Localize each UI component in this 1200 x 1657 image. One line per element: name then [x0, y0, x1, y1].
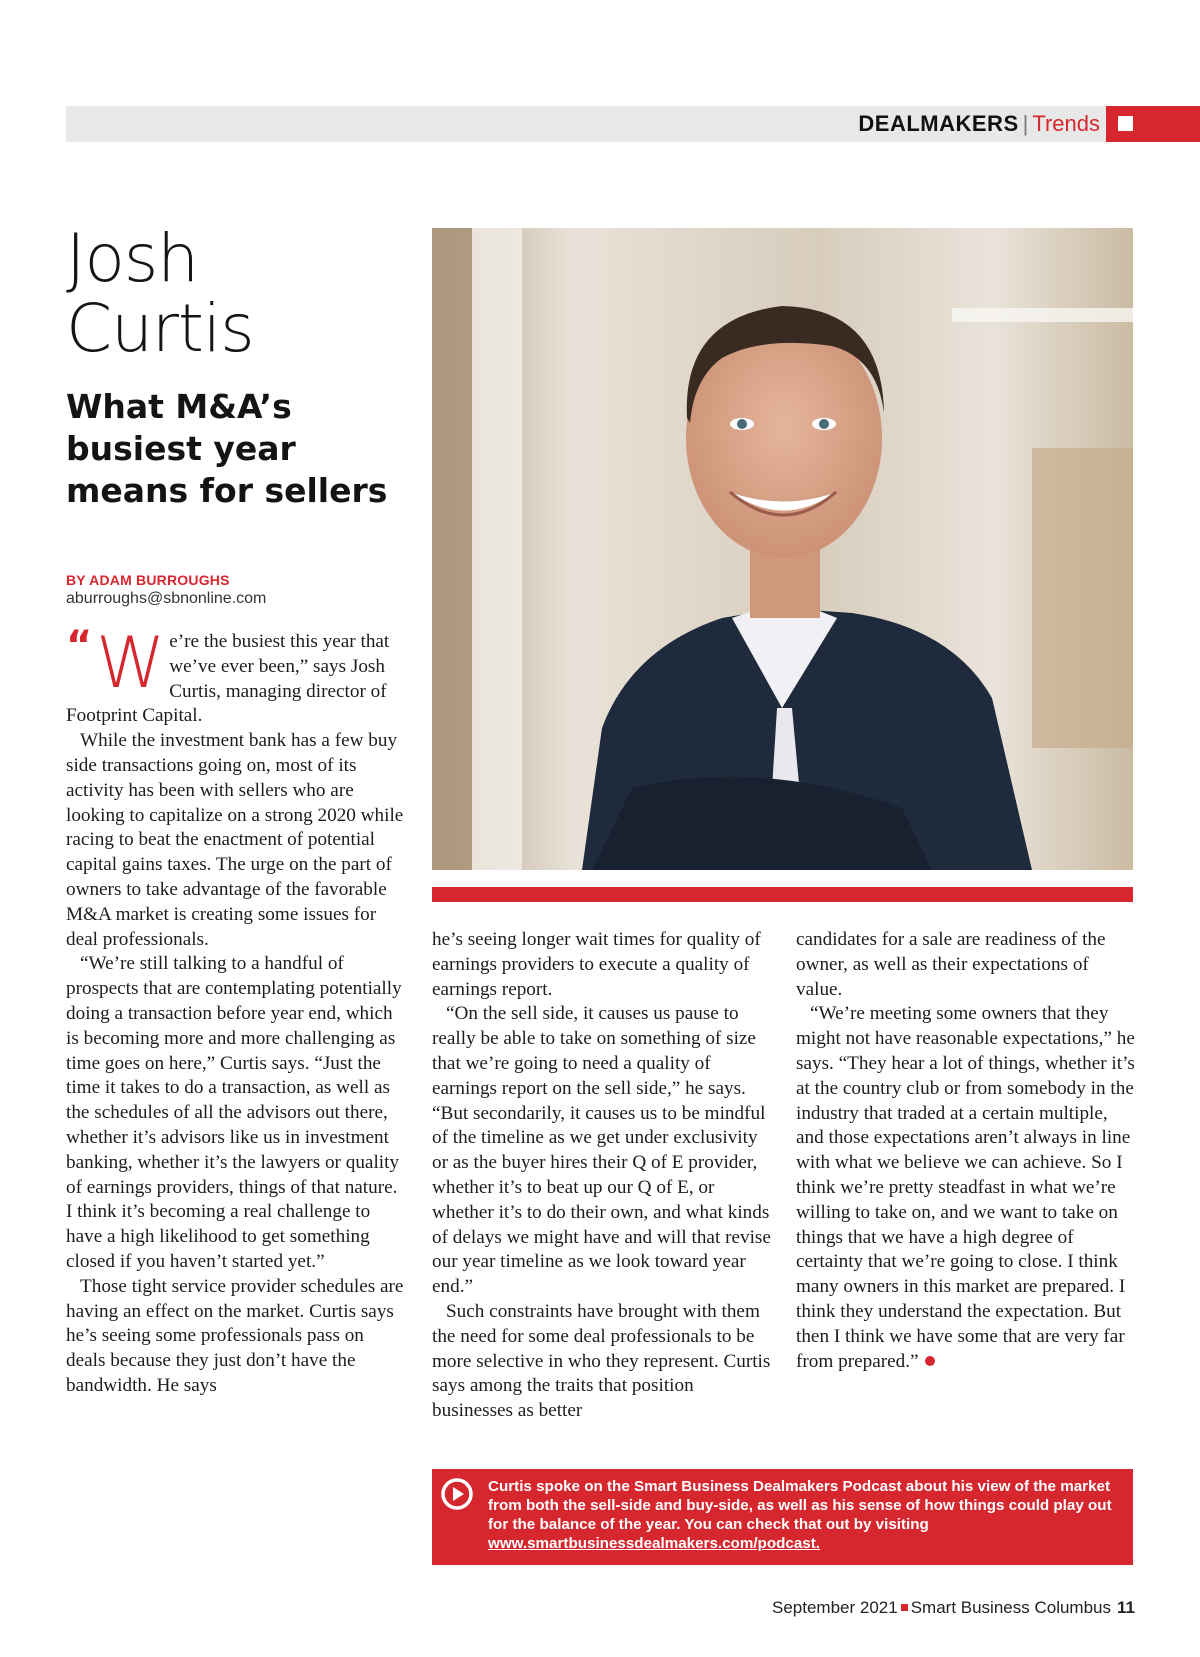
closing-paragraph-text: “We’re meeting some owners that they might not have reasonable expectations,” he says. “They hear a lot of things, whether it’s at the country club or from somebody in the industry that traded at a certain multiple, and those expectations aren’t always in line with what we believe we can achieve. So I think we’re pretty steadfast in what we’re willing to take on, and we want to take on things that we have a high degree of certainty that we’re going to close. I think many owners in this market are prepared. I think they understand the expectation. But then I think we have some that are very far from prepared.”	[796, 1003, 1135, 1372]
page-number: 11	[1117, 1598, 1135, 1617]
author-email: aburroughs@sbnonline.com	[66, 590, 267, 607]
person-last-name: Curtis	[66, 290, 254, 367]
body-paragraph: “On the sell side, it causes us pause to really be able to take on something of size that we’re going to need a quality of earnings report on the sell side,” he says. “But secondarily, it causes us to be mindful of the timeline as we get under exclusivity or as the buyer hires their Q of E provider, whether it’s to beat up our Q of E, or whether it’s to do their own, and what kinds of delays we might have and will that revise our year timeline as we look toward year end.”	[432, 1003, 771, 1298]
portrait-photo	[432, 228, 1133, 870]
body-paragraph: While the investment bank has a few buy side transactions going on, most of its activity has been with sellers who are looking to capitalize on a strong 2020 while racing to beat the enactment of potential capital gains taxes. The urge on the part of owners to take advantage of the favorable M&A market is creating some issues for deal professionals.	[66, 730, 404, 950]
footer-square-icon	[901, 1604, 908, 1611]
body-paragraph: Such constraints have brought with them the need for some deal professionals to be more selective in who they represent. Curtis says among the traits that position businesses as better	[432, 1300, 771, 1422]
callout-text	[488, 1477, 1118, 1553]
end-mark-icon	[925, 1356, 935, 1366]
body-paragraph	[796, 1002, 1136, 1374]
article-headline: What M&A’s busiest year means for sellers	[66, 387, 388, 510]
podcast-link[interactable]: www.smartbusinessdealmakers.com/podcast.	[488, 1535, 821, 1552]
subsection-name: Trends	[1032, 111, 1100, 136]
podcast-callout	[432, 1469, 1133, 1565]
issue-date: September 2021	[772, 1598, 898, 1617]
section-name: DEALMAKERS	[858, 111, 1019, 136]
article-column-1	[66, 622, 406, 1399]
lead-text: e’re the busiest this year that we’ve ever been,” says Josh Curtis, managing director of Footprint Capital.	[66, 631, 390, 727]
square-icon	[1118, 116, 1133, 131]
body-paragraph: Those tight service provider schedules are having an effect on the market. Curtis says he’s seeing some professionals pass on deals because they just don’t have the bandwidth. He says	[66, 1275, 404, 1396]
play-icon[interactable]	[440, 1477, 474, 1511]
person-first-name: Josh	[66, 220, 199, 297]
article-column-3	[796, 928, 1136, 1374]
open-quote-mark: “	[66, 623, 93, 669]
section-separator: |	[1022, 111, 1029, 136]
callout-body: Curtis spoke on the Smart Business Dealmakers Podcast about his view of the market from both the sell-side and buy-side, as well as his sense of how things could play out for the balance of the year. You can check that out by visiting	[488, 1478, 1112, 1533]
body-paragraph: candidates for a sale are readiness of the owner, as well as their expectations of value.	[796, 929, 1106, 1000]
lead-paragraph	[66, 622, 406, 729]
section-label	[858, 111, 1100, 137]
byline: BY ADAM BURROUGHS	[66, 572, 230, 588]
article-column-2	[432, 928, 772, 1424]
section-header-bar	[66, 106, 1200, 142]
body-paragraph: he’s seeing longer wait times for quality of earnings providers to execute a quality of earnings report.	[432, 929, 761, 1000]
page-footer	[772, 1598, 1135, 1618]
person-name	[66, 220, 396, 367]
publication-name: Smart Business Columbus	[910, 1598, 1112, 1617]
header-accent-block	[1106, 106, 1200, 142]
body-paragraph: “We’re still talking to a handful of prospects that are contemplating potentially doing a transaction before year end, which is becoming more and more challenging as time goes on here,” Curtis says. “Just the time it takes to do a transaction, as well as the schedules of all the advisors out there, whether it’s advisors like us in investment banking, whether it’s the lawyers or quality of earnings providers, things of that nature. I think it’s becoming a real challenge to have a high likelihood to get something closed if you haven’t started yet.”	[66, 953, 402, 1272]
photo-accent-rule	[432, 887, 1133, 902]
drop-cap: W	[96, 622, 166, 704]
